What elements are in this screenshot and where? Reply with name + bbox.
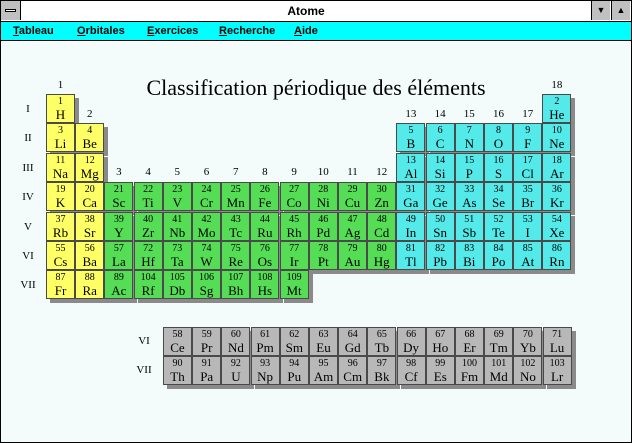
periodic-table-view — [1, 41, 631, 442]
element-ho[interactable]: 67 Ho — [426, 327, 455, 356]
group-label-14: 14 — [434, 108, 446, 120]
element-mt[interactable]: 109 Mt — [280, 270, 309, 299]
element-md[interactable]: 101 Md — [484, 356, 513, 385]
element-tl[interactable]: 81 Tl — [396, 241, 425, 270]
element-si[interactable]: 14 Si — [426, 153, 455, 182]
menu-exercices[interactable]: Exercices — [147, 25, 199, 37]
element-mo[interactable]: 42 Mo — [192, 212, 221, 241]
group-label-5: 5 — [174, 166, 181, 178]
element-as[interactable]: 33 As — [455, 182, 484, 211]
element-ge[interactable]: 32 Ge — [426, 182, 455, 211]
period-label-vi: VI — [22, 250, 34, 262]
element-y[interactable]: 39 Y — [104, 212, 133, 241]
group-label-8: 8 — [262, 166, 268, 178]
element-s[interactable]: 16 S — [484, 153, 513, 182]
element-ar[interactable]: 18 Ar — [542, 153, 571, 182]
element-sc[interactable]: 21 Sc — [104, 182, 133, 211]
element-yb[interactable]: 70 Yb — [513, 327, 542, 356]
group-label-4: 4 — [145, 166, 151, 178]
element-cd[interactable]: 48 Cd — [367, 212, 396, 241]
element-am[interactable]: 95 Am — [309, 356, 338, 385]
element-br[interactable]: 35 Br — [513, 182, 542, 211]
element-tc[interactable]: 43 Tc — [221, 212, 250, 241]
group-label-17: 17 — [522, 108, 534, 120]
element-re[interactable]: 75 Re — [221, 241, 250, 270]
group-label-10: 10 — [317, 166, 329, 178]
element-pa[interactable]: 91 Pa — [192, 356, 221, 385]
element-gd[interactable]: 64 Gd — [338, 327, 367, 356]
element-rb[interactable]: 37 Rb — [46, 212, 75, 241]
group-label-18: 18 — [551, 79, 563, 91]
element-ga[interactable]: 31 Ga — [396, 182, 425, 211]
element-xe[interactable]: 54 Xe — [542, 212, 571, 241]
element-v[interactable]: 23 V — [163, 182, 192, 211]
element-hs[interactable]: 108 Hs — [250, 270, 279, 299]
element-ne[interactable]: 10 Ne — [542, 123, 571, 152]
element-th[interactable]: 90 Th — [163, 356, 192, 385]
element-zr[interactable]: 40 Zr — [134, 212, 163, 241]
element-o[interactable]: 8 O — [484, 123, 513, 152]
element-cr[interactable]: 24 Cr — [192, 182, 221, 211]
element-tm[interactable]: 69 Tm — [484, 327, 513, 356]
group-label-12: 12 — [376, 166, 388, 178]
element-c[interactable]: 6 C — [426, 123, 455, 152]
element-dy[interactable]: 66 Dy — [397, 327, 426, 356]
element-nd[interactable]: 60 Nd — [221, 327, 250, 356]
element-w[interactable]: 74 W — [192, 241, 221, 270]
element-ti[interactable]: 22 Ti — [134, 182, 163, 211]
element-hf[interactable]: 72 Hf — [134, 241, 163, 270]
element-sn[interactable]: 50 Sn — [426, 212, 455, 241]
series-label-vi: VI — [138, 335, 150, 347]
element-ag[interactable]: 47 Ag — [338, 212, 367, 241]
menu-aide[interactable]: Aide — [294, 25, 318, 37]
element-pr[interactable]: 59 Pr — [192, 327, 221, 356]
element-hg[interactable]: 80 Hg — [367, 241, 396, 270]
group-label-2: 2 — [86, 108, 93, 120]
element-tb[interactable]: 65 Tb — [367, 327, 396, 356]
element-sb[interactable]: 51 Sb — [455, 212, 484, 241]
title-bar[interactable] — [1, 1, 631, 22]
element-pu[interactable]: 94 Pu — [280, 356, 309, 385]
element-po[interactable]: 84 Po — [484, 241, 513, 270]
group-label-7: 7 — [232, 166, 239, 178]
element-os[interactable]: 76 Os — [250, 241, 279, 270]
period-label-ii: II — [24, 132, 32, 145]
element-he[interactable]: 2 He — [542, 94, 571, 123]
element-f[interactable]: 9 F — [513, 123, 542, 152]
element-pd[interactable]: 46 Pd — [309, 212, 338, 241]
element-k[interactable]: 19 K — [46, 182, 75, 211]
element-se[interactable]: 34 Se — [484, 182, 513, 211]
window-title: Atome — [287, 4, 325, 18]
element-ir[interactable]: 77 Ir — [280, 241, 309, 270]
element-sr[interactable]: 38 Sr — [75, 212, 104, 241]
element-i[interactable]: 53 I — [513, 212, 542, 241]
element-lu[interactable]: 71 Lu — [543, 327, 572, 356]
group-label-16: 16 — [493, 108, 504, 120]
element-cm[interactable]: 96 Cm — [338, 356, 367, 385]
element-ac[interactable]: 89 Ac — [104, 270, 133, 299]
element-h[interactable]: 1 H — [46, 94, 75, 123]
menu-recherche[interactable]: Recherche — [219, 25, 276, 37]
page-title: Classification périodique des éléments — [146, 75, 486, 100]
element-ra[interactable]: 88 Ra — [75, 270, 104, 299]
group-label-6: 6 — [203, 166, 210, 178]
group-label-15: 15 — [463, 108, 475, 120]
element-n[interactable]: 7 N — [455, 123, 484, 152]
element-al[interactable]: 13 Al — [396, 153, 425, 182]
element-fe[interactable]: 26 Fe — [250, 182, 279, 211]
maximize-arrow-icon[interactable]: ▲ — [611, 1, 630, 20]
element-rf[interactable]: 104 Rf — [134, 270, 163, 299]
element-ca[interactable]: 20 Ca — [75, 182, 104, 211]
element-ta[interactable]: 73 Ta — [163, 241, 192, 270]
element-ba[interactable]: 56 Ba — [75, 241, 104, 270]
group-label-11: 11 — [347, 166, 358, 178]
period-label-i: I — [26, 103, 30, 115]
element-cl[interactable]: 17 Cl — [513, 153, 542, 182]
element-te[interactable]: 52 Te — [484, 212, 513, 241]
element-li[interactable]: 3 Li — [46, 123, 75, 152]
element-lr[interactable]: 103 Lr — [543, 356, 572, 385]
element-db[interactable]: 105 Db — [163, 270, 192, 299]
element-ru[interactable]: 44 Ru — [250, 212, 279, 241]
element-mn[interactable]: 25 Mn — [221, 182, 250, 211]
period-label-v: V — [24, 220, 32, 233]
element-cs[interactable]: 55 Cs — [46, 241, 75, 270]
element-er[interactable]: 68 Er — [455, 327, 484, 356]
series-label-vii: VII — [136, 364, 152, 376]
element-eu[interactable]: 63 Eu — [309, 327, 338, 356]
element-la[interactable]: 57 La — [104, 241, 133, 270]
element-au[interactable]: 79 Au — [338, 241, 367, 270]
element-np[interactable]: 93 Np — [251, 356, 280, 385]
element-ce[interactable]: 58 Ce — [163, 327, 192, 356]
period-label-iii: III — [22, 161, 34, 174]
menu-bar — [1, 22, 631, 41]
element-kr[interactable]: 36 Kr — [542, 182, 571, 211]
element-cu[interactable]: 29 Cu — [338, 182, 367, 211]
group-label-1: 1 — [57, 79, 64, 91]
element-bh[interactable]: 107 Bh — [221, 270, 250, 299]
element-u[interactable]: 92 U — [221, 356, 250, 385]
group-label-9: 9 — [291, 166, 297, 178]
period-label-vii: VII — [20, 279, 36, 292]
element-fm[interactable]: 100 Fm — [455, 356, 484, 385]
element-pb[interactable]: 82 Pb — [426, 241, 455, 270]
element-sg[interactable]: 106 Sg — [192, 270, 221, 299]
element-no[interactable]: 102 No — [513, 356, 542, 385]
element-bk[interactable]: 97 Bk — [367, 356, 396, 385]
element-in[interactable]: 49 In — [396, 212, 425, 241]
element-co[interactable]: 27 Co — [280, 182, 309, 211]
element-be[interactable]: 4 Be — [75, 123, 104, 152]
element-sm[interactable]: 62 Sm — [280, 327, 309, 356]
element-b[interactable]: 5 B — [396, 123, 425, 152]
menu-tableau[interactable]: Tableau — [13, 25, 54, 37]
element-cf[interactable]: 98 Cf — [397, 356, 426, 385]
element-zn[interactable]: 30 Zn — [367, 182, 396, 211]
group-label-13: 13 — [405, 108, 417, 120]
minimize-arrow-icon[interactable]: ▼ — [591, 1, 610, 20]
element-na[interactable]: 11 Na — [46, 153, 75, 182]
element-pt[interactable]: 78 Pt — [309, 241, 338, 270]
element-ni[interactable]: 28 Ni — [309, 182, 338, 211]
element-at[interactable]: 85 At — [513, 241, 542, 270]
element-rn[interactable]: 86 Rn — [542, 241, 571, 270]
group-label-3: 3 — [116, 166, 122, 178]
menu-orbitales[interactable]: Orbitales — [77, 25, 125, 37]
element-nb[interactable]: 41 Nb — [163, 212, 192, 241]
period-label-iv: IV — [22, 191, 34, 204]
element-fr[interactable]: 87 Fr — [46, 270, 75, 299]
element-bi[interactable]: 83 Bi — [455, 241, 484, 270]
element-es[interactable]: 99 Es — [426, 356, 455, 385]
system-menu-icon[interactable] — [1, 1, 21, 20]
element-rh[interactable]: 45 Rh — [280, 212, 309, 241]
element-p[interactable]: 15 P — [455, 153, 484, 182]
element-mg[interactable]: 12 Mg — [75, 153, 104, 182]
element-pm[interactable]: 61 Pm — [251, 327, 280, 356]
